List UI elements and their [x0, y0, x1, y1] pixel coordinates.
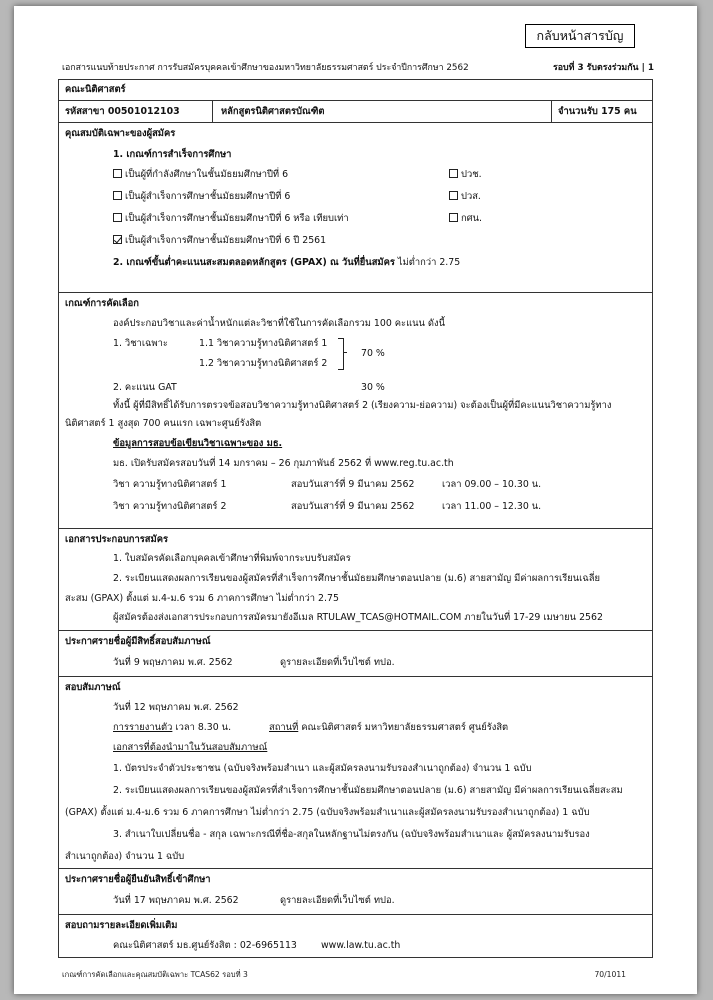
option-row[interactable]	[449, 169, 482, 182]
document-page	[14, 6, 697, 994]
selection-intro: องค์ประกอบวิชาและค่าน้ำหนักแต่ละวิชาที่ใช้ในการคัดเลือกรวม 100 คะแนน ดังนี้	[113, 318, 446, 329]
option-label: กศน.	[461, 213, 483, 224]
option-row[interactable]	[113, 213, 349, 226]
bring-item: 2. ระเบียนแสดงผลการเรียนของผู้สมัครที่สำเร็จการศึกษาชั้นมัธยมศึกษาตอนปลาย (ม.6) สายสามัญ มีค่าผลการเรียนเฉลี่ยสะสม	[113, 785, 623, 796]
submission-info	[113, 612, 603, 625]
option-label: เป็นผู้สำเร็จการศึกษาชั้นมัธยมศึกษาปีที่ 6	[125, 191, 291, 202]
section-title: สอบสัมภาษณ์	[65, 682, 121, 693]
subject-sub: 1.1 วิชาความรู้ทางนิติศาสตร์ 1	[199, 338, 328, 349]
bring-item: 3. สำเนาใบเปลี่ยนชื่อ - สกุล เฉพาะกรณีที่ชื่อ-สกุลในหลักฐานไม่ตรงกัน (ฉบับจริงพร้อมสำเนาและ ผู้สมัครลงนามรับรอง	[113, 829, 590, 840]
section-title: เกณฑ์การคัดเลือก	[65, 298, 139, 309]
announcement-note: ดูรายละเอียดที่เว็บไซต์ ทปอ.	[280, 895, 395, 906]
gpax-label: 2. เกณฑ์ขั้นต่ำคะแนนสะสมตลอดหลักสูตร (GPAX) ณ วันที่ยื่นสมัคร	[113, 257, 395, 268]
interview-section	[59, 676, 652, 869]
bring-documents-title: เอกสารที่ต้องนำมาในวันสอบสัมภาษณ์	[113, 742, 268, 753]
subject-weight: 30 %	[361, 382, 385, 393]
document-item: 1. ใบสมัครคัดเลือกบุคคลเข้าศึกษาที่พิมพ์จากระบบรับสมัคร	[113, 553, 351, 564]
option-label: ปวส.	[461, 191, 481, 202]
checkbox[interactable]	[449, 169, 458, 178]
document-item: สะสม (GPAX) ตั้งแต่ ม.4-ม.6 รวม 6 ภาคการศึกษา ไม่ต่ำกว่า 2.75	[65, 593, 339, 604]
option-row[interactable]	[449, 213, 482, 226]
report-time: เวลา 8.30 น.	[175, 722, 232, 733]
selection-section	[59, 292, 652, 529]
announcement-date: วันที่ 17 พฤษภาคม พ.ศ. 2562	[113, 895, 239, 906]
exam-time: เวลา 11.00 – 12.30 น.	[442, 501, 542, 512]
bring-item: สำเนาถูกต้อง) จำนวน 1 ฉบับ	[65, 851, 185, 862]
option-label: เป็นผู้ที่กำลังศึกษาในชั้นมัธยมศึกษาปีที่ 6	[125, 169, 289, 180]
checkbox[interactable]	[449, 213, 458, 222]
subject-weight: 70 %	[361, 348, 385, 359]
program-sheet	[58, 79, 653, 958]
checkbox[interactable]	[113, 169, 122, 178]
section-title: เอกสารประกอบการสมัคร	[65, 534, 168, 545]
gpax-value: ไม่ต่ำกว่า 2.75	[397, 257, 461, 268]
program-code: รหัสสาขา 00501012103	[65, 106, 180, 117]
submission-email-link[interactable]: RTULAW_TCAS@HOTMAIL.COM	[316, 612, 462, 623]
exam-registration	[113, 458, 454, 471]
contact-section	[59, 914, 652, 960]
document-title: เอกสารแนบท้ายประกาศ การรับสมัครบุคคลเข้าศึกษาของมหาวิทยาลัยธรรมศาสตร์ ประจำปีการศึกษา 2562	[62, 63, 469, 73]
subject-sub: 1.2 วิชาความรู้ทางนิติศาสตร์ 2	[199, 358, 328, 369]
checkbox[interactable]	[113, 191, 122, 200]
divider	[551, 101, 552, 123]
exam-date: สอบวันเสาร์ที่ 9 มีนาคม 2562	[291, 501, 415, 512]
page-number: 70/1011	[594, 970, 626, 979]
interview-place	[269, 722, 508, 735]
submission-period: ภายในวันที่ 17-29 เมษายน 2562	[464, 612, 603, 623]
brace	[338, 338, 344, 370]
subject-item: 1. วิชาเฉพาะ	[113, 338, 168, 349]
exam-time: เวลา 09.00 – 10.30 น.	[442, 479, 542, 490]
selection-note: ทั้งนี้ ผู้ที่มีสิทธิ์ได้รับการตรวจข้อสอบวิชาความรู้ทางนิติศาสตร์ 2 (เรียงความ-ย่อความ) จะต้องเป็นผู้ที่มีคะแนนวิชาความรู้ทาง	[113, 400, 612, 411]
footer-text: เกณฑ์การคัดเลือกและคุณสมบัติเฉพาะ TCAS62 รอบที่ 3	[62, 970, 248, 979]
checkbox-checked[interactable]	[113, 235, 122, 244]
announcement-date: วันที่ 9 พฤษภาคม พ.ศ. 2562	[113, 657, 233, 668]
submission-text: ผู้สมัครต้องส่งเอกสารประกอบการสมัครมายังอีเมล	[113, 612, 314, 623]
selection-note: นิติศาสตร์ 1 สูงสุด 700 คนแรก เฉพาะศูนย์รังสิต	[65, 418, 262, 429]
program-row	[59, 100, 652, 123]
bring-item: 1. บัตรประจำตัวประชาชน (ฉบับจริงพร้อมสำเนา และผู้สมัครลงนามรับรองสำเนาถูกต้อง) จำนวน 1 ฉบับ	[113, 763, 532, 774]
option-row[interactable]	[113, 235, 326, 248]
subject-item: 2. คะแนน GAT	[113, 382, 177, 393]
section-title: ประกาศรายชื่อผู้ยืนยันสิทธิ์เข้าศึกษา	[65, 874, 211, 885]
faculty-section	[59, 80, 652, 100]
bring-item: (GPAX) ตั้งแต่ ม.4-ม.6 รวม 6 ภาคการศึกษา ไม่ต่ำกว่า 2.75 (ฉบับจริงพร้อมสำเนาและผู้สมัครลงนามรับรองสำเนาถูกต้อง) 1 ฉบับ	[65, 807, 590, 818]
gpax-requirement	[113, 257, 460, 270]
section-title: ประกาศรายชื่อผู้มีสิทธิ์สอบสัมภาษณ์	[65, 636, 211, 647]
option-row[interactable]	[113, 169, 288, 182]
report-label: การรายงานตัว	[113, 722, 173, 733]
page-footer	[62, 970, 654, 980]
faculty-name: คณะนิติศาสตร์	[65, 84, 126, 95]
interview-list-section	[59, 630, 652, 677]
option-row[interactable]	[449, 191, 481, 204]
place-label: สถานที่	[269, 722, 299, 733]
reg-website-link[interactable]: www.reg.tu.ac.th	[374, 458, 454, 469]
option-label: เป็นผู้สำเร็จการศึกษาชั้นมัธยมศึกษาปีที่ 6 ปี 2561	[125, 235, 327, 246]
qualifications-section	[59, 122, 652, 293]
document-header	[62, 59, 654, 79]
place-value: คณะนิติศาสตร์ มหาวิทยาลัยธรรมศาสตร์ ศูนย์รังสิต	[301, 722, 509, 733]
option-label: เป็นผู้สำเร็จการศึกษาชั้นมัธยมศึกษาปีที่ 6 หรือ เทียบเท่า	[125, 213, 349, 224]
section-title: สอบถามรายละเอียดเพิ่มเติม	[65, 920, 178, 931]
announcement-note: ดูรายละเอียดที่เว็บไซต์ ทปอ.	[280, 657, 395, 668]
law-website-link[interactable]: www.law.tu.ac.th	[321, 940, 401, 951]
checkbox[interactable]	[449, 191, 458, 200]
interview-date: วันที่ 12 พฤษภาคม พ.ศ. 2562	[113, 702, 239, 713]
interview-report	[113, 722, 231, 735]
documents-section	[59, 528, 652, 631]
back-to-contents-button[interactable]: กลับหน้าสารบัญ	[525, 24, 635, 48]
divider	[212, 101, 213, 123]
exam-info-title: ข้อมูลการสอบข้อเขียนวิชาเฉพาะของ มธ.	[113, 438, 283, 449]
program-name: หลักสูตรนิติศาสตรบัณฑิต	[221, 106, 325, 117]
confirm-list-section	[59, 868, 652, 915]
exam-registration-text: มธ. เปิดรับสมัครสอบวันที่ 14 มกราคม – 26 กุมภาพันธ์ 2562 ที่	[113, 458, 372, 469]
exam-subject: วิชา ความรู้ทางนิติศาสตร์ 2	[113, 501, 227, 512]
contact-phone: คณะนิติศาสตร์ มธ.ศูนย์รังสิต : 02-6965113	[113, 940, 297, 951]
option-label: ปวช.	[461, 169, 482, 180]
program-quota: จำนวนรับ 175 คน	[558, 106, 637, 117]
exam-date: สอบวันเสาร์ที่ 9 มีนาคม 2562	[291, 479, 415, 490]
option-row[interactable]	[113, 191, 290, 204]
section-title: คุณสมบัติเฉพาะของผู้สมัคร	[65, 128, 176, 139]
round-label: รอบที่ 3 รับตรงร่วมกัน | 1	[553, 63, 654, 73]
checkbox[interactable]	[113, 213, 122, 222]
document-item: 2. ระเบียนแสดงผลการเรียนของผู้สมัครที่สำเร็จการศึกษาชั้นมัธยมศึกษาตอนปลาย (ม.6) สายสามัญ มีค่าผลการเรียนเฉลี่ย	[113, 573, 601, 584]
criteria-title: 1. เกณฑ์การสำเร็จการศึกษา	[113, 149, 232, 160]
exam-subject: วิชา ความรู้ทางนิติศาสตร์ 1	[113, 479, 227, 490]
